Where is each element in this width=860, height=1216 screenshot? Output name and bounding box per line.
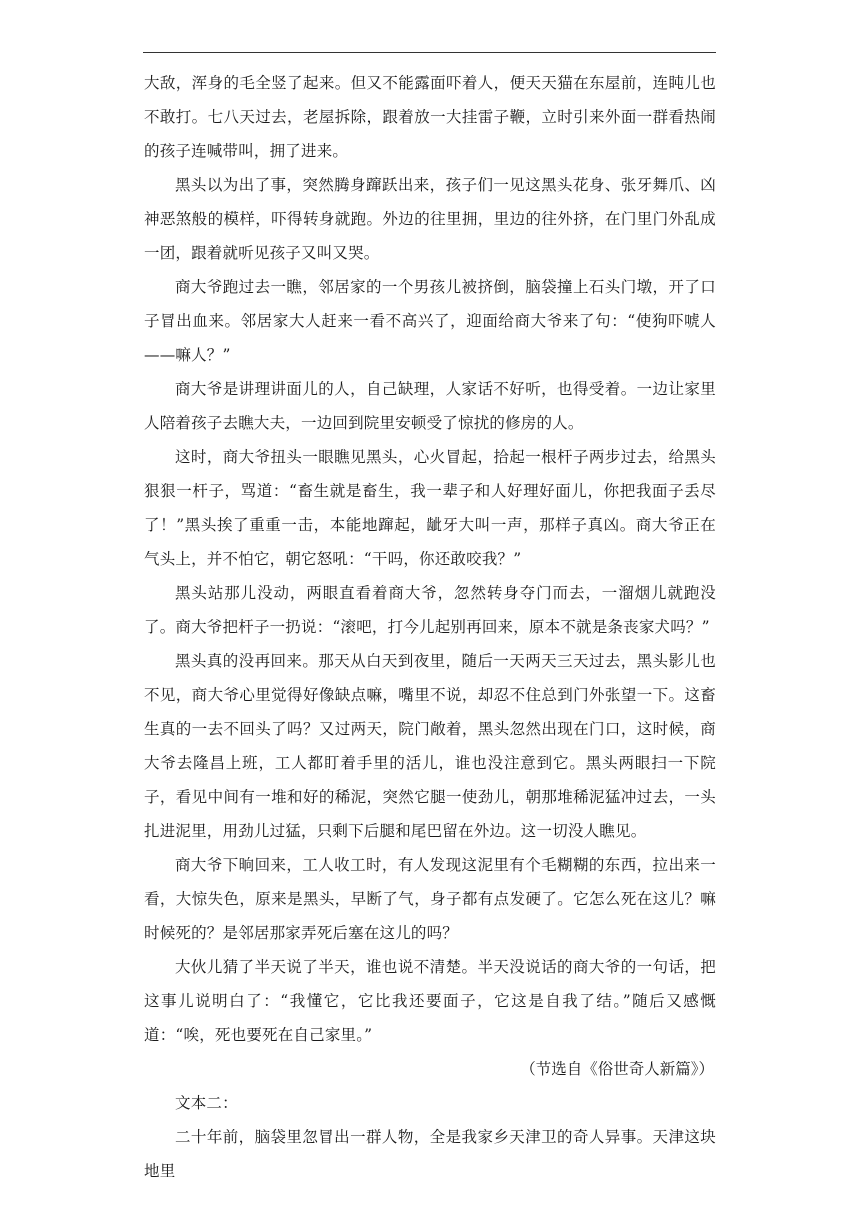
paragraph-9: 大伙儿猜了半天说了半天，谁也说不清楚。半天没说话的商大爷的一句话，把这事儿说明白了：“我懂它，它比我还要面子，它这是自我了结。”随后又感慨道：“唉，死也要死在自己家里。” [144, 958, 716, 1044]
section-label: 文本二： [175, 1094, 238, 1112]
paragraph-1: 大敌，浑身的毛全竖了起来。但又不能露面吓着人，便天天猫在东屋前，连盹儿也不敢打。七八天过去，老屋拆除，跟着放一大挂雷子鞭，立时引来外面一群看热闹的孩子连喊带叫，拥了进来。 [144, 74, 716, 160]
paragraph-8: 商大爷下晌回来，工人收工时，有人发现这泥里有个毛糊糊的东西，拉出来一看，大惊失色，原来是黑头，早断了气，身子都有点发硬了。它怎么死在这儿？嘛时候死的？是邻居那家弄死后塞在这儿的吗？ [144, 856, 716, 942]
paragraph-5: 这时，商大爷扭头一眼瞧见黑头，心火冒起，拾起一根杆子两步过去，给黑头狠狠一杆子，骂道：“畜生就是畜生，我一辈子和人好理好面儿，你把我面子丢尽了！”黑头挨了重重一击，本能地蹿起，龇牙大叫一声，那样子真凶。商大爷正在气头上，并不怕它，朝它怒吼：“干吗，你还敢咬我？” [144, 448, 716, 568]
paragraph-6: 黑头站那儿没动，两眼直看着商大爷，忽然转身夺门而去，一溜烟儿就跑没了。商大爷把杆子一扔说：“滚吧，打今儿起别再回来，原本不就是条丧家犬吗？” [144, 584, 716, 636]
final-paragraph: 二十年前，脑袋里忽冒出一群人物，全是我家乡天津卫的奇人异事。天津这块地里 [144, 1128, 716, 1180]
document-body [144, 66, 716, 1188]
paragraph-3: 商大爷跑过去一瞧，邻居家的一个男孩儿被挤倒，脑袋撞上石头门墩，开了口子冒出血来。邻居家大人赶来一看不高兴了，迎面给商大爷来了句：“使狗吓唬人——嘛人？” [144, 278, 716, 364]
source-note: （节选自《俗世奇人新篇》） [520, 1060, 714, 1078]
paragraph-7: 黑头真的没再回来。那天从白天到夜里，随后一天两天三天过去，黑头影儿也不见，商大爷心里觉得好像缺点嘛，嘴里不说，却忍不住总到门外张望一下。这畜生真的一去不回头了吗？又过两天，院门敞着，黑头忽然出现在门口，这时候，商大爷去隆昌上班，工人都盯着手里的活儿，谁也没注意到它。黑头两眼扫一下院子，看见中间有一堆和好的稀泥，突然它腿一使劲儿，朝那堆稀泥猛冲过去，一头扎进泥里，用劲儿过猛，只剩下后腿和尾巴留在外边。这一切没人瞧见。 [144, 652, 716, 840]
paragraph-4: 商大爷是讲理讲面儿的人，自己缺理，人家话不好听，也得受着。一边让家里人陪着孩子去瞧大夫，一边回到院里安顿受了惊扰的修房的人。 [144, 380, 716, 432]
header-rule [143, 52, 716, 53]
paragraph-2: 黑头以为出了事，突然腾身蹿跃出来，孩子们一见这黑头花身、张牙舞爪、凶神恶煞般的模样，吓得转身就跑。外边的往里拥，里边的往外挤，在门里门外乱成一团，跟着就听见孩子又叫又哭。 [144, 176, 716, 262]
